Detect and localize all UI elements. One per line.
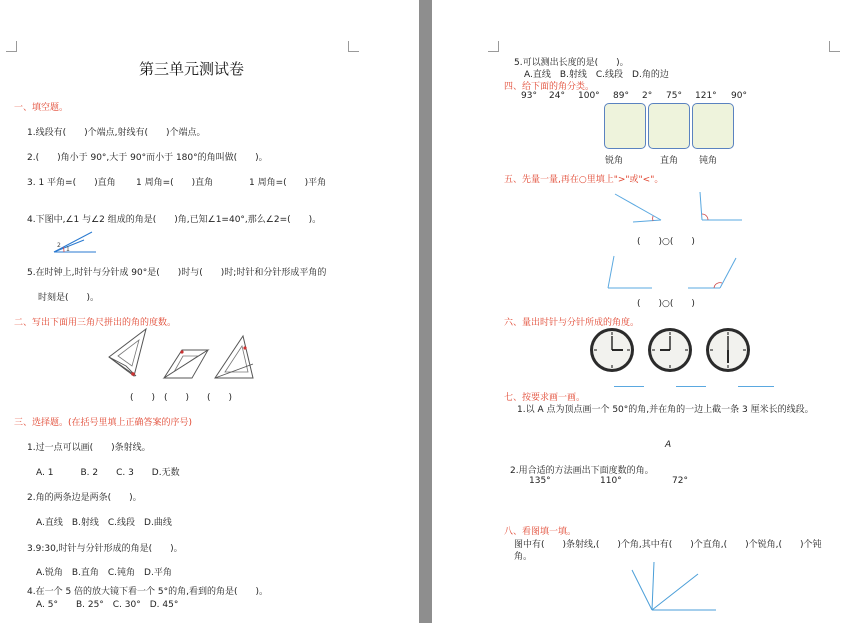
clock-face-3 <box>704 327 752 373</box>
question-1-1: 1.线段有( )个端点,射线有( )个端点。 <box>27 128 206 138</box>
question-3-1: 1.过一点可以画( )条射线。 <box>27 443 151 453</box>
question-3-5: 5.可以测出长度的是( )。 <box>514 58 629 68</box>
triangle-ruler-figure-1 <box>106 326 154 378</box>
crop-mark <box>6 41 17 52</box>
question-7-1: 1.以 A 点为顶点画一个 50°的角,并在角的一边上截一条 3 厘米长的线段。 <box>517 405 814 415</box>
crop-mark <box>488 41 499 52</box>
draw-angle-value-1: 135° <box>529 476 551 486</box>
category-label-acute: 锐角 <box>605 156 624 166</box>
clock-answer-line-3[interactable] <box>738 386 774 387</box>
compare-blank-1[interactable]: ( )○( ) <box>637 237 695 247</box>
section-heading-measure-compare: 五、先量一量,再在○里填上">"或"<"。 <box>504 175 664 185</box>
section-heading-read-figure: 八、看图填一填。 <box>504 527 577 537</box>
question-1-4: 4.下图中,∠1 与∠2 组成的角是( )角,已知∠1=40°,那么∠2=( )。 <box>27 215 322 225</box>
angle-value: 89° <box>613 91 629 101</box>
section-heading-clock-angles: 六、量出时针与分针所成的角度。 <box>504 318 640 328</box>
angle-figure-1-2 <box>52 228 102 256</box>
question-3-2: 2.角的两条边是两条( )。 <box>27 493 142 503</box>
angle-value: 93° <box>521 91 537 101</box>
question-1-3b: 1 周角=( )直角 <box>136 178 214 188</box>
clock-face-2 <box>646 327 694 373</box>
question-3-2-options: A.直线 B.射线 C.线段 D.曲线 <box>36 518 172 528</box>
question-1-3a: 3. 1 平角=( )直角 <box>27 178 116 188</box>
question-3-3: 3.9:30,时针与分针形成的角是( )。 <box>27 544 183 554</box>
page-title: 第三单元测试卷 <box>139 60 245 78</box>
triangle-ruler-figure-3 <box>213 334 255 380</box>
section-heading-triangle-rulers: 二、写出下面用三角尺拼出的角的度数。 <box>14 318 177 328</box>
category-label-obtuse: 钝角 <box>699 156 718 166</box>
compare-angle-b <box>696 190 746 224</box>
question-3-3-options: A.锐角 B.直角 C.钝角 D.平角 <box>36 568 172 578</box>
category-label-right: 直角 <box>660 156 679 166</box>
angle-value: 90° <box>731 91 747 101</box>
ray-figure <box>628 560 720 612</box>
clock-face-1 <box>588 327 636 373</box>
question-3-5-options: A.直线 B.射线 C.线段 D.角的边 <box>524 70 669 80</box>
sort-box-obtuse[interactable] <box>692 103 734 149</box>
compare-angle-d <box>686 256 738 290</box>
compare-angle-a <box>613 192 663 224</box>
section-heading-fill-blank: 一、填空题。 <box>14 103 69 113</box>
sort-box-acute[interactable] <box>604 103 646 149</box>
question-1-2: 2.( )角小于 90°,大于 90°而小于 180°的角叫做( )。 <box>27 153 268 163</box>
section-heading-draw: 七、按要求画一画。 <box>504 393 586 403</box>
question-3-4: 4.在一个 5 倍的放大镜下看一个 5°的角,看到的角是( )。 <box>27 587 269 597</box>
question-8-text-a: 图中有( )条射线,( )个角,其中有( )个直角,( )个锐角,( )个钝 <box>514 540 822 550</box>
clock-answer-line-2[interactable] <box>676 386 706 387</box>
angle-label-1: 1 <box>66 246 70 253</box>
compare-angle-c <box>606 254 654 290</box>
angle-value: 75° <box>666 91 682 101</box>
angle-label-2: 2 <box>57 242 61 249</box>
crop-mark <box>829 41 840 52</box>
question-1-3c: 1 周角=( )平角 <box>249 178 327 188</box>
triangle-ruler-figure-2 <box>162 346 212 380</box>
section-heading-multiple-choice: 三、选择题。(在括号里填上正确答案的序号) <box>14 418 193 428</box>
vertex-point-a: A <box>665 440 672 450</box>
left-page <box>0 0 419 623</box>
question-8-text-b: 角。 <box>514 552 533 562</box>
sort-box-right[interactable] <box>648 103 690 149</box>
draw-angle-value-2: 110° <box>600 476 622 486</box>
page-divider <box>419 0 432 623</box>
clock-answer-line-1[interactable] <box>614 386 644 387</box>
right-page <box>432 0 857 623</box>
section-heading-classify-angles: 四、给下面的角分类。 <box>504 82 595 92</box>
compare-blank-2[interactable]: ( )○( ) <box>637 299 695 309</box>
question-3-1-options: A. 1 B. 2 C. 3 D.无数 <box>36 468 180 478</box>
angle-value: 24° <box>549 91 565 101</box>
angle-value: 2° <box>642 91 653 101</box>
question-1-5a: 5.在时钟上,时针与分针成 90°是( )时与( )时;时针和分针形成平角的 <box>27 268 327 278</box>
crop-mark <box>348 41 359 52</box>
angle-value: 121° <box>695 91 717 101</box>
triangle-answer-blanks: ( ) ( ) ( ) <box>130 393 233 403</box>
angle-value: 100° <box>578 91 600 101</box>
draw-angle-value-3: 72° <box>672 476 688 486</box>
question-1-5b: 时刻是( )。 <box>38 293 100 303</box>
question-7-2: 2.用合适的方法画出下面度数的角。 <box>510 466 654 476</box>
question-3-4-options: A. 5° B. 25° C. 30° D. 45° <box>36 600 179 610</box>
